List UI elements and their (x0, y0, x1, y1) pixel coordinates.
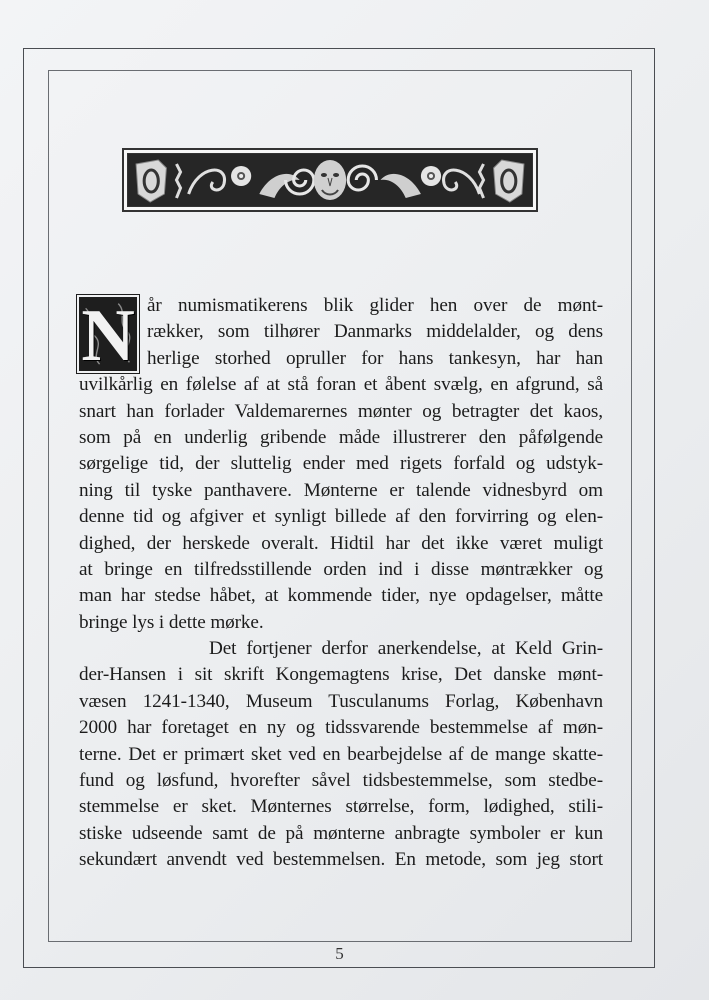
page-number-value: 5 (335, 944, 344, 963)
drop-cap-initial (79, 297, 137, 371)
text-line: år numismatikerens blik glider hen over de mønt- (147, 295, 603, 316)
body-text (79, 293, 603, 874)
paragraph-2 (79, 636, 603, 874)
text-line: at bringe en tilfredsstillende orden ind i disse møntrækker og (79, 558, 603, 580)
text-line: terne. Det er primært sket ved en bearbejdelse af de mange skatte- (79, 743, 603, 765)
text-line: denne tid og afgiver et synligt billede af den forvirring og elen- (79, 506, 603, 528)
decorative-header-ornament (122, 148, 538, 212)
text-line: herlige storhed opruller for hans tankesyn, har han (147, 347, 603, 369)
text-line: dighed, der herskede overalt. Hidtil har det ikke været muligt (79, 532, 603, 554)
page-number (0, 944, 709, 964)
text-line: fund og løsfund, hvorefter såvel tidsbestemmelse, som stedbe- (79, 770, 603, 792)
text-line: 2000 har foretaget en ny og tidssvarende bestemmelse af møn- (79, 717, 603, 739)
text-line: snart han forlader Valdemarernes mønter og betragter det kaos, (79, 400, 603, 422)
text-line: der-Hansen i sit skrift Kongemagtens krise, Det danske mønt- (79, 664, 603, 686)
text-line: stiske udseende samt de på mønterne anbragte symboler er kun (79, 822, 603, 844)
text-line: rækker, som tilhører Danmarks middelalder, og dens (147, 321, 603, 343)
ornament-band (127, 153, 533, 207)
text-line: uvilkårlig en følelse af at stå foran et åbent svælg, en afgrund, så (79, 374, 603, 396)
text-line: væsen 1241-1340, Museum Tusculanums Forlag, København (79, 690, 603, 712)
text-line: Det fortjener derfor anerkendelse, at Keld Grin- (209, 638, 603, 660)
text-line: stemmelse er sket. Mønternes størrelse, form, lødighed, stili- (79, 796, 603, 818)
text-line: man har stedse håbet, at kommende tider, nye opdagelser, måtte (79, 585, 603, 607)
drop-cap-letter: N (81, 297, 135, 371)
paragraph-1 (79, 293, 603, 636)
text-line: som på en underlig gribende måde illustrerer den påfølgende (79, 426, 603, 448)
text-line: sørgelige tid, der sluttelig ender med rigets forfald og udstyk- (79, 453, 603, 475)
text-line: bringe lys i dette mørke. (79, 611, 264, 633)
text-line: sekundært anvendt ved bestemmelsen. En metode, som jeg stort (79, 849, 603, 871)
foliage-scroll-icon (128, 154, 532, 206)
text-line: ning til tyske panthavere. Mønterne er talende vidnesbyrd om (79, 479, 603, 501)
footer-rule (48, 941, 632, 942)
